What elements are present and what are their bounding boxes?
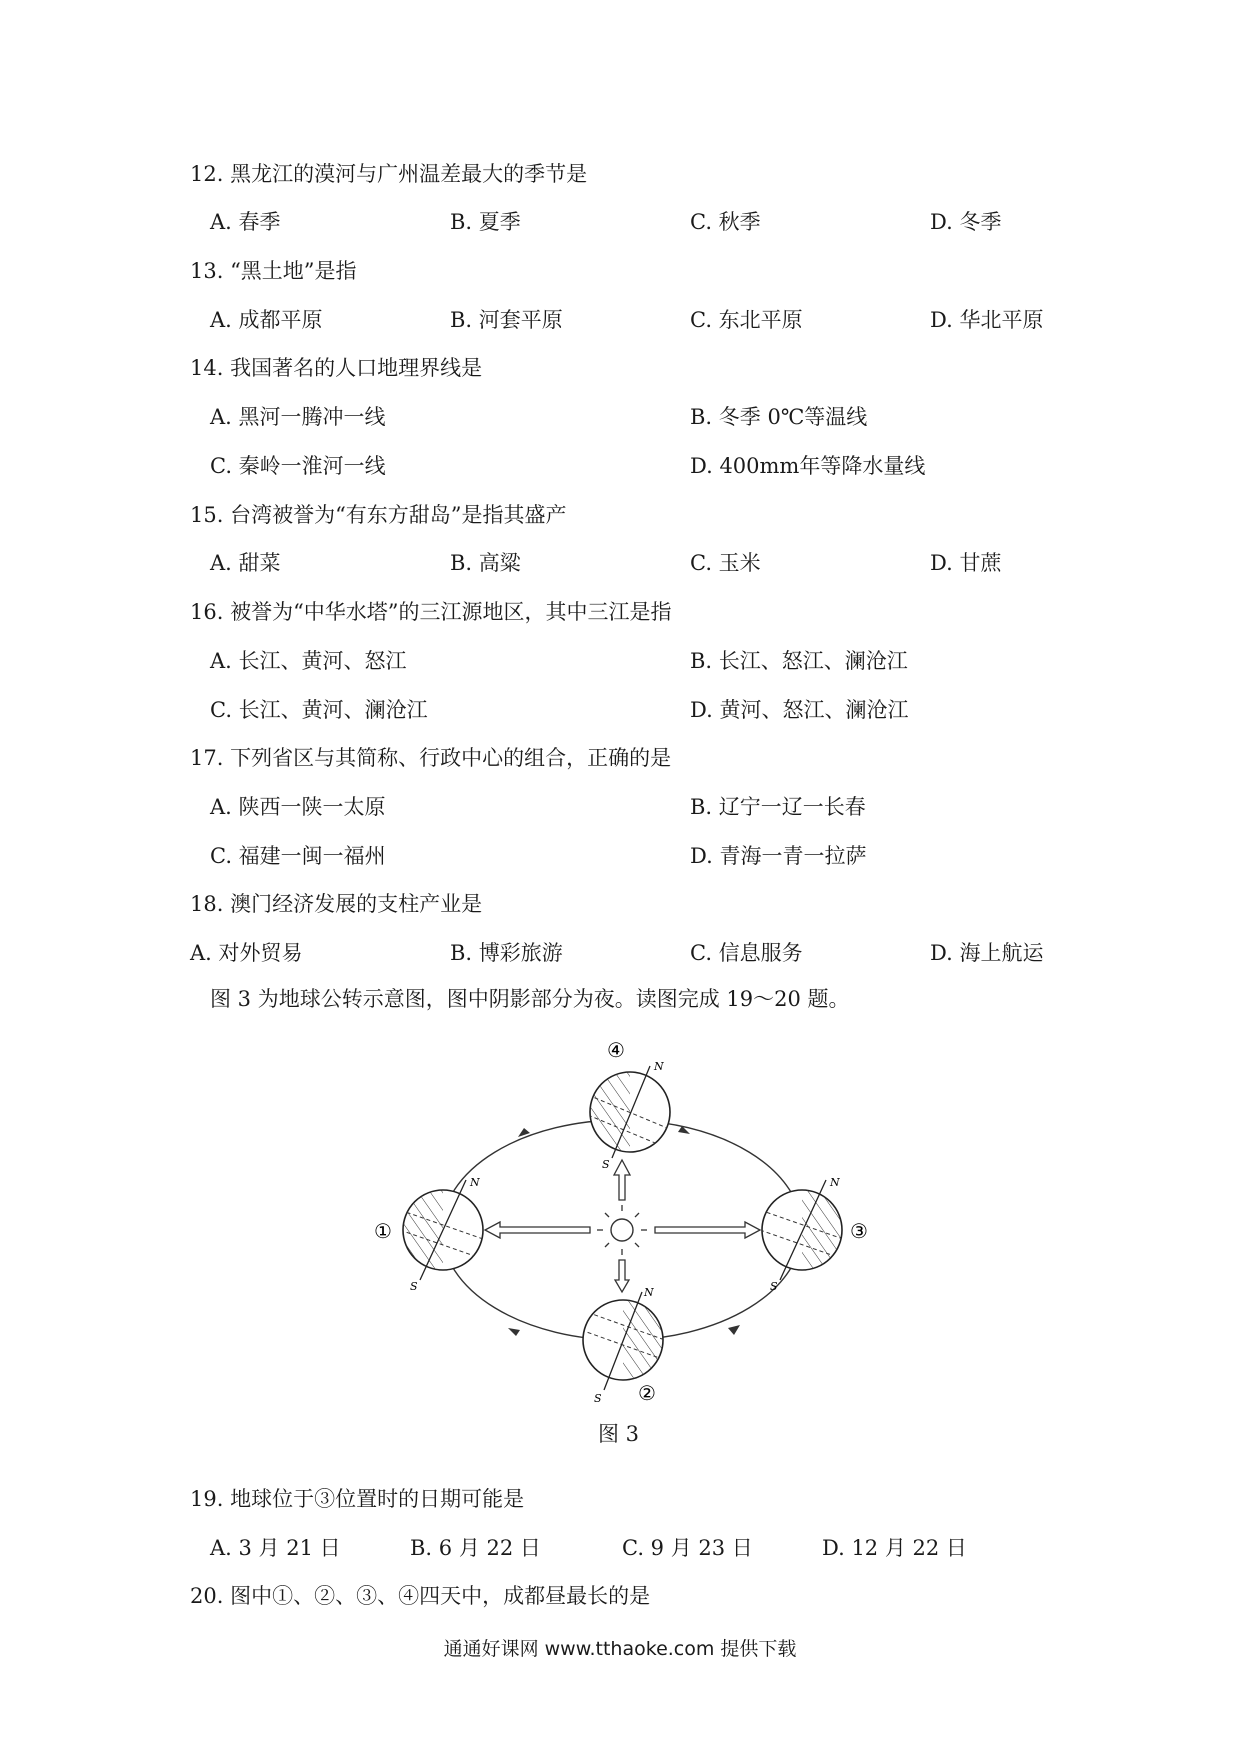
question-16-stem: 16. 被誉为“中华水塔”的三江源地区，其中三江是指 (190, 600, 672, 624)
pole-label-s: S (602, 1158, 610, 1171)
question-14-option-c: C. 秦岭一淮河一线 (210, 454, 386, 478)
question-18-option-b: B. 博彩旅游 (450, 941, 563, 965)
pole-label-n: N (470, 1176, 480, 1189)
question-19-option-d: D. 12 月 22 日 (822, 1536, 967, 1560)
pole-label-n: N (644, 1286, 654, 1299)
question-17-stem: 17. 下列省区与其简称、行政中心的组合，正确的是 (190, 746, 672, 770)
question-13-option-b: B. 河套平原 (450, 308, 563, 332)
earth-position-2 (581, 1292, 665, 1390)
question-13-option-a: A. 成都平原 (210, 308, 323, 332)
question-12-option-d: D. 冬季 (930, 210, 1002, 234)
pole-label-s: S (410, 1280, 418, 1293)
question-15-option-c: C. 玉米 (690, 551, 761, 575)
question-17-option-c: C. 福建一闽一福州 (210, 844, 386, 868)
position-label-3: ③ (850, 1219, 868, 1243)
question-19-option-a: A. 3 月 21 日 (210, 1536, 341, 1560)
question-16-option-b: B. 长江、怒江、澜沧江 (690, 649, 908, 673)
question-15-option-b: B. 高粱 (450, 551, 521, 575)
question-14-stem: 14. 我国著名的人口地理界线是 (190, 356, 483, 380)
question-15-option-d: D. 甘蔗 (930, 551, 1002, 575)
question-15-stem: 15. 台湾被誉为“有东方甜岛”是指其盛产 (190, 503, 567, 527)
question-19-option-b: B. 6 月 22 日 (410, 1536, 541, 1560)
question-16-option-c: C. 长江、黄河、澜沧江 (210, 698, 428, 722)
earth-position-4 (588, 1066, 672, 1158)
earth-position-1 (400, 1180, 486, 1280)
question-14-option-d: D. 400mm年等降水量线 (690, 454, 926, 478)
page-footer: 通通好课网 www.tthaoke.com 提供下载 (443, 1638, 797, 1660)
question-13-option-c: C. 东北平原 (690, 308, 803, 332)
figure-intro: 图 3 为地球公转示意图，图中阴影部分为夜。读图完成 19～20 题。 (210, 987, 850, 1011)
question-17-option-b: B. 辽宁一辽一长春 (690, 795, 866, 819)
question-19-option-c: C. 9 月 23 日 (622, 1536, 753, 1560)
pole-label-n: N (830, 1176, 840, 1189)
question-16-option-a: A. 长江、黄河、怒江 (210, 649, 407, 673)
earth-position-3 (760, 1180, 846, 1280)
question-15-option-a: A. 甜菜 (210, 551, 281, 575)
question-12-stem: 12. 黑龙江的漠河与广州温差最大的季节是 (190, 162, 588, 186)
sun-icon (597, 1205, 647, 1255)
pole-label-s: S (770, 1280, 778, 1293)
position-label-2: ② (638, 1381, 656, 1405)
question-13-stem: 13. “黑土地”是指 (190, 259, 357, 283)
position-label-4: ④ (607, 1040, 625, 1062)
question-17-option-a: A. 陕西一陕一太原 (210, 795, 386, 819)
earth-revolution-diagram (360, 1040, 880, 1410)
question-20-stem: 20. 图中①、②、③、④四天中，成都昼最长的是 (190, 1584, 651, 1608)
question-14-option-a: A. 黑河一腾冲一线 (210, 405, 386, 429)
question-12-option-b: B. 夏季 (450, 210, 521, 234)
question-19-stem: 19. 地球位于③位置时的日期可能是 (190, 1487, 525, 1511)
question-14-option-b: B. 冬季 0℃等温线 (690, 405, 868, 429)
question-18-stem: 18. 澳门经济发展的支柱产业是 (190, 892, 483, 916)
question-18-option-d: D. 海上航运 (930, 941, 1044, 965)
position-label-1: ① (374, 1219, 392, 1243)
question-16-option-d: D. 黄河、怒江、澜沧江 (690, 698, 909, 722)
question-12-option-c: C. 秋季 (690, 210, 761, 234)
figure-caption: 图 3 (598, 1422, 640, 1446)
question-17-option-d: D. 青海一青一拉萨 (690, 844, 867, 868)
question-18-option-a: A. 对外贸易 (190, 941, 303, 965)
pole-label-n: N (654, 1060, 664, 1073)
question-13-option-d: D. 华北平原 (930, 308, 1044, 332)
question-18-option-c: C. 信息服务 (690, 941, 803, 965)
question-12-option-a: A. 春季 (210, 210, 281, 234)
pole-label-s: S (594, 1392, 602, 1405)
